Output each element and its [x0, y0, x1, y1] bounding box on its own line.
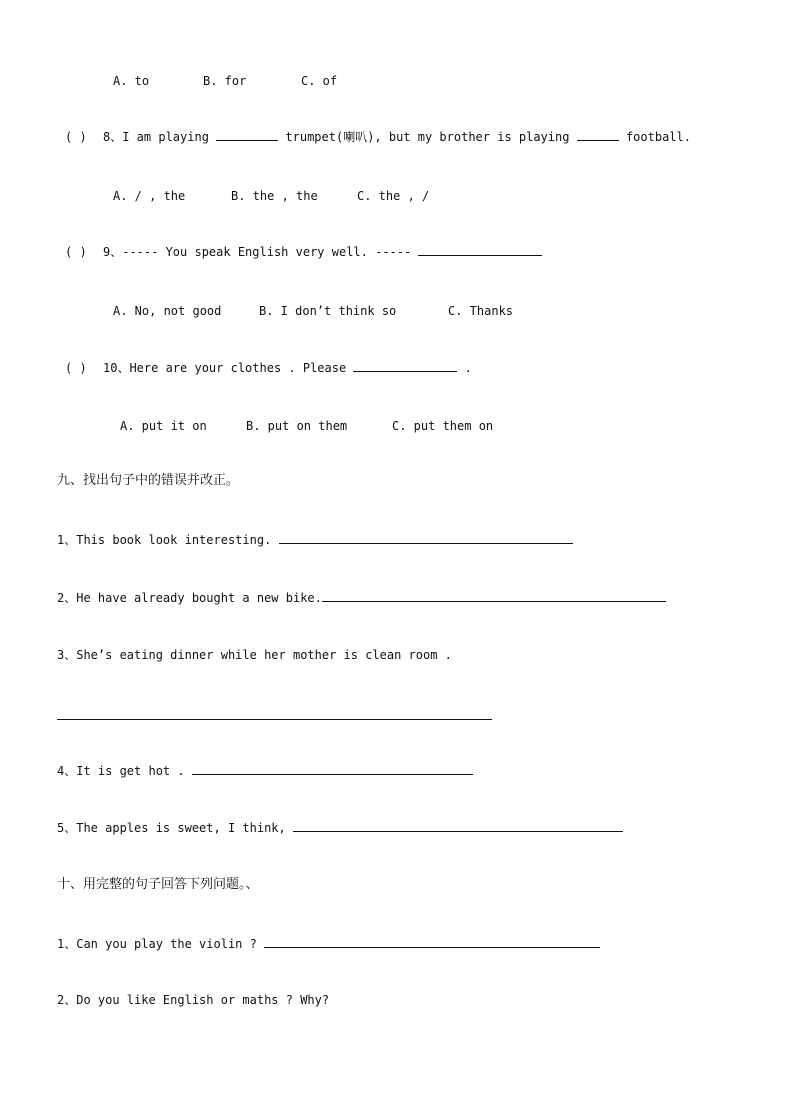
question-8: [65, 128, 691, 144]
q7-option-b: B. for: [203, 74, 247, 88]
q8-text-3: football.: [625, 130, 691, 144]
q10-text-2: .: [464, 361, 472, 375]
item-text: 4、It is get hot .: [57, 764, 185, 778]
answer-blank[interactable]: [293, 819, 623, 832]
question-9: [65, 243, 542, 259]
q8-blank-2[interactable]: [577, 128, 619, 141]
answer-paren[interactable]: ( ): [65, 130, 87, 144]
section-9-item-1: [57, 531, 573, 547]
section-9-item-5: [57, 819, 623, 835]
item-text: 2、He have already bought a new bike.: [57, 591, 322, 605]
q8-options: [0, 188, 790, 204]
answer-blank[interactable]: [264, 935, 600, 948]
q10-options: [0, 418, 790, 434]
q9-option-b: B. I don’t think so: [259, 304, 397, 318]
q10-option-a: A. put it on: [120, 419, 207, 433]
section-9-item-2: [57, 589, 666, 605]
question-10: [65, 359, 472, 375]
answer-blank[interactable]: [322, 589, 666, 602]
answer-blank[interactable]: [57, 719, 492, 720]
q8-blank-1[interactable]: [216, 128, 278, 141]
q9-option-c: C. Thanks: [448, 304, 514, 318]
q8-text-2: trumpet(喇叭), but my brother is playing: [285, 130, 570, 144]
item-text: 1、This book look interesting.: [57, 533, 272, 547]
answer-paren[interactable]: ( ): [65, 361, 87, 375]
section-10-item-2: [57, 992, 329, 1008]
q7-option-a: A. to: [113, 74, 150, 88]
answer-blank[interactable]: [279, 531, 573, 544]
q7-option-c: C. of: [301, 74, 338, 88]
q9-option-a: A. No, not good: [113, 304, 222, 318]
q8-text-1: 8、I am playing: [103, 130, 209, 144]
item-text: 3、She’s eating dinner while her mother is clean room .: [57, 648, 452, 662]
item-text: 2、Do you like English or maths ? Why?: [57, 993, 330, 1007]
q9-options: [0, 303, 790, 319]
section-10-title: 十、用完整的句子回答下列问题。、: [57, 877, 259, 892]
answer-paren[interactable]: ( ): [65, 245, 87, 259]
item-text: 1、Can you play the violin ?: [57, 937, 257, 951]
q10-option-b: B. put on them: [246, 419, 348, 433]
q8-option-a: A. / , the: [113, 189, 186, 203]
q10-option-c: C. put them on: [392, 419, 494, 433]
q10-text-1: 10、Here are your clothes . Please: [103, 361, 347, 375]
item-text: 5、The apples is sweet, I think,: [57, 821, 286, 835]
q8-option-b: B. the , the: [231, 189, 318, 203]
section-9-item-3: [57, 647, 452, 663]
q9-blank[interactable]: [418, 243, 542, 256]
section-9-title: 九、找出句子中的错误并改正。: [57, 473, 240, 488]
section-10-item-1: [57, 935, 600, 951]
answer-blank[interactable]: [192, 762, 473, 775]
q9-text-1: 9、----- You speak English very well. -----: [103, 245, 412, 259]
q10-blank[interactable]: [353, 359, 457, 372]
section-9-item-4: [57, 762, 473, 778]
q8-option-c: C. the , /: [357, 189, 430, 203]
